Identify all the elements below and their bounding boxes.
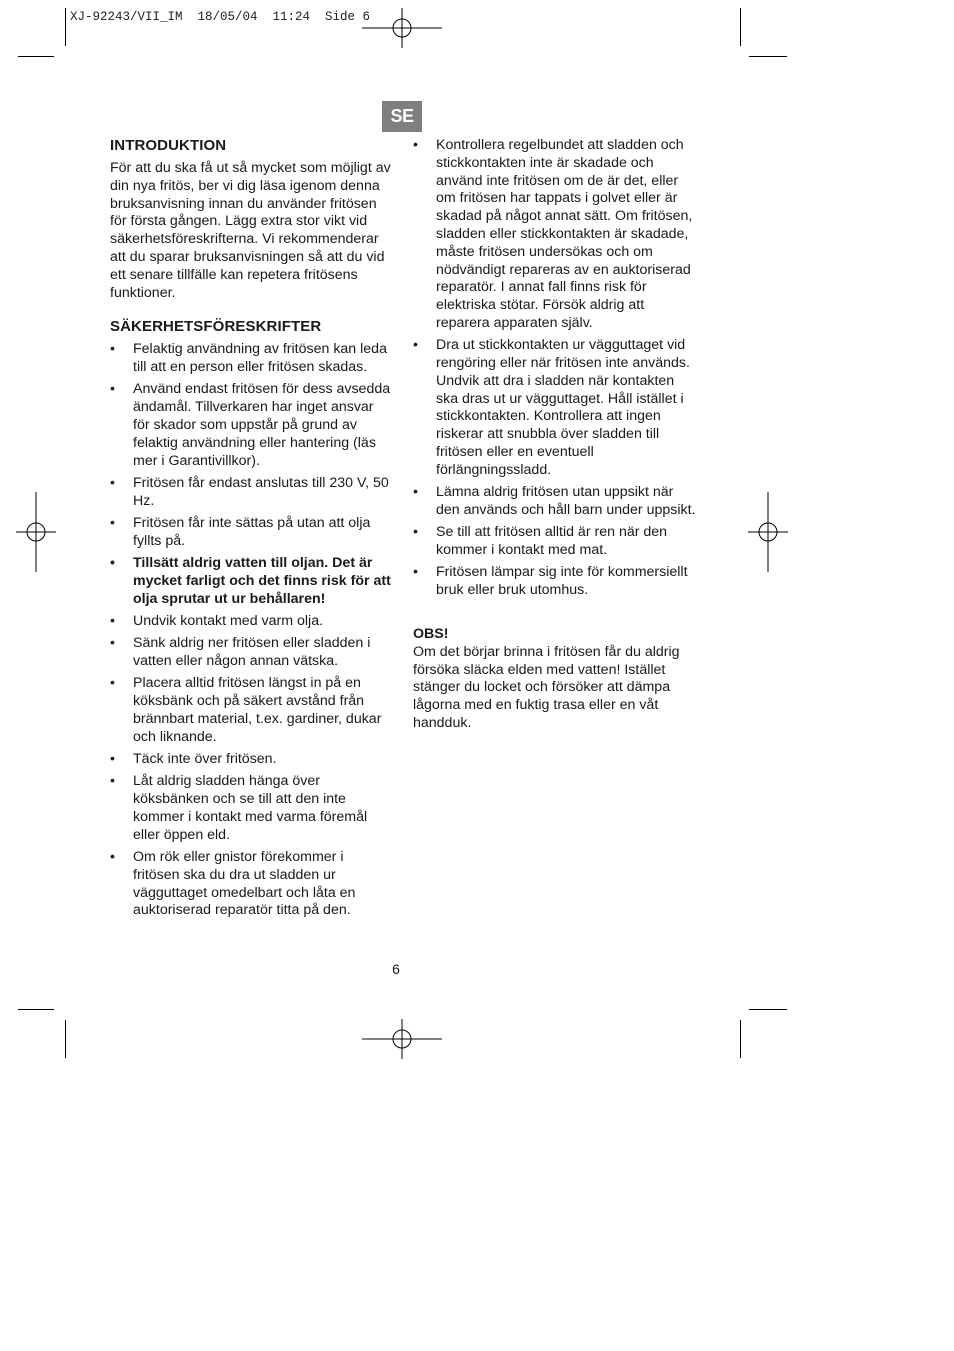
bullet-icon: • — [110, 751, 115, 768]
intro-paragraph: För att du ska få ut så mycket som möjligt av din nya fritös, ber vi dig läsa igenom denna bruksanvisning innan du använder fritösen för första gången. Lägg extra stor vikt vid säkerhetsföreskrifterna. Vi rekommenderar att du sparar bruksanvisningen så att du vid ett senare tillfälle kan repetera fritösens funktioner. — [110, 160, 391, 301]
bullet-icon: • — [413, 337, 418, 354]
bullet-icon: • — [110, 515, 115, 532]
safety-list-continued — [413, 137, 698, 600]
bullet-icon: • — [110, 849, 115, 866]
list-item: • Lämna aldrig fritösen utan uppsikt när den används och håll barn under uppsikt. — [413, 484, 696, 518]
print-slug-header: XJ-92243/VII_IM 18/05/04 11:24 Side 6 — [70, 10, 371, 24]
bullet-icon: • — [413, 137, 418, 153]
list-item-warning: • Tillsätt aldrig vatten till oljan. Det är mycket farligt och det finns risk för att olja sprutar ut ur behållaren! — [110, 555, 391, 607]
list-item: • Se till att fritösen alltid är ren när den kommer i kontakt med mat. — [413, 524, 668, 559]
safety-heading: SÄKERHETSFÖRESKRIFTER — [110, 318, 322, 336]
list-item: • Fritösen lämpar sig inte för kommersiellt bruk eller bruk utomhus. — [413, 564, 688, 599]
registration-mark-right — [748, 492, 788, 572]
bullet-icon: • — [110, 474, 115, 491]
bullet-icon: • — [110, 773, 115, 790]
list-item: • Kontrollera regelbundet att sladden och stickkontakten inte är skadade och använd inte fritösen om de är det, eller om fritösen har tappats i golvet eller är skadad på något annat sätt. Om fritösen, sladden eller stickkontakten är skadade, måste fritösen undersökas och om nödvändigt repareras av en auktoriserad reparatör. I annat fall finns risk för elektriska stötar. Försök aldrig att reparera apparaten själv. — [413, 137, 693, 331]
list-item: • Fritösen får endast anslutas till 230 V, 50 Hz. — [110, 474, 389, 509]
bullet-icon: • — [110, 613, 115, 630]
obs-heading: OBS! — [413, 625, 449, 642]
list-item: • Använd endast fritösen för dess avsedda ändamål. Tillverkaren har inget ansvar för skador som uppstår på grund av felaktig användning eller hantering (läs mer i Garantivillkor). — [110, 381, 391, 469]
intro-heading: INTRODUKTION — [110, 137, 227, 154]
list-item: • Dra ut stickkontakten ur vägguttaget vid rengöring eller när fritösen inte används. Undvik att dra i sladden när kontakten ska dras ut ur vägguttaget. Håll istället i stickkontakten. Kontrollera att ingen riskerar att snubbla över sladden till fritösen eller en eventuell förlängningssladd. — [413, 337, 690, 478]
list-item: • Sänk aldrig ner fritösen eller sladden i vatten eller någon annan vätska. — [110, 635, 371, 670]
list-item: • Placera alltid fritösen längst in på en köksbänk och på säkert avstånd från brännbart material, t.ex. gardiner, dukar och liknande. — [110, 675, 382, 745]
page-number: 6 — [392, 961, 400, 977]
language-badge: SE — [382, 101, 422, 132]
list-item: • Fritösen får inte sättas på utan att olja fyllts på. — [110, 515, 371, 549]
registration-mark-left — [16, 492, 56, 572]
bullet-icon: • — [110, 675, 115, 692]
left-column — [110, 137, 392, 925]
obs-note — [413, 626, 698, 733]
safety-list — [110, 341, 392, 920]
right-column — [413, 137, 698, 733]
bullet-icon: • — [413, 484, 418, 501]
list-item: • Låt aldrig sladden hänga över köksbänken och se till att den inte kommer i kontakt med varma föremål eller öppen eld. — [110, 773, 368, 843]
bullet-icon: • — [110, 341, 115, 358]
list-item: • Om rök eller gnistor förekommer i fritösen ska du dra ut sladden ur vägguttaget omedelbart och låta en auktoriserad reparatör titta på den. — [110, 849, 356, 919]
registration-mark-bottom — [362, 1019, 442, 1059]
list-item: • Täck inte över fritösen. — [110, 751, 277, 768]
bullet-icon: • — [413, 564, 418, 581]
bullet-icon: • — [413, 524, 418, 541]
obs-paragraph: Om det börjar brinna i fritösen får du aldrig försöka släcka elden med vatten! Istället stänger du locket och försöker att dämpa lågorna med en fuktig trasa eller en våt handduk. — [413, 643, 680, 731]
list-item: • Undvik kontakt med varm olja. — [110, 613, 324, 630]
registration-mark-top — [362, 8, 442, 48]
bullet-icon: • — [110, 555, 115, 572]
bullet-icon: • — [110, 635, 115, 652]
list-item: • Felaktig användning av fritösen kan leda till att en person eller fritösen skadas. — [110, 341, 387, 376]
bullet-icon: • — [110, 381, 115, 398]
